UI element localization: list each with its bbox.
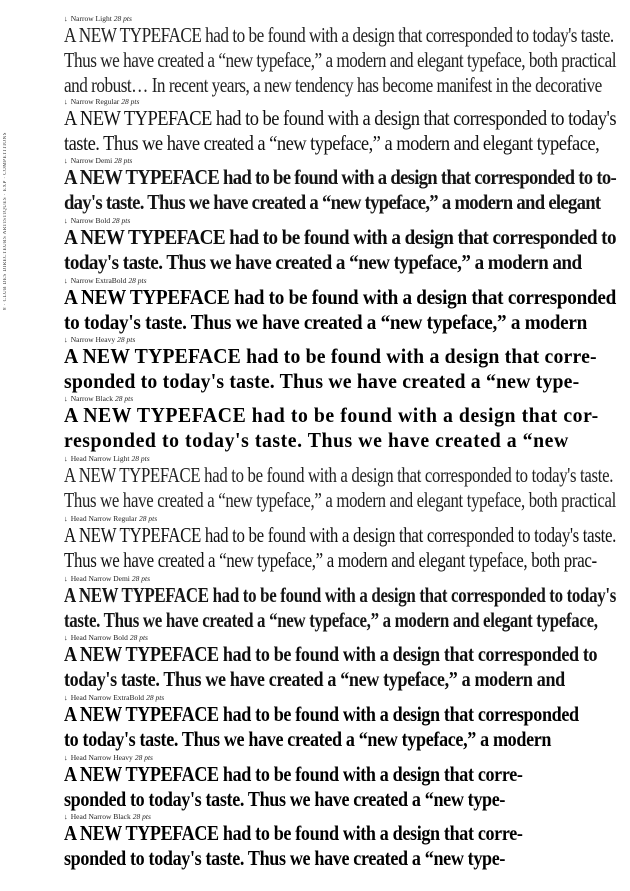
caption-size: 28 pts bbox=[131, 574, 151, 583]
specimen-text bbox=[64, 285, 616, 335]
specimen-caption bbox=[64, 276, 620, 285]
specimen-caption bbox=[64, 335, 620, 344]
specimen-caption bbox=[64, 514, 620, 523]
caption-name: Head Narrow Black bbox=[70, 812, 131, 821]
specimen-narrow-bold bbox=[64, 216, 620, 275]
text-line: A NEW TYPEFACE had to be found with a design that corresponded to today's bbox=[64, 106, 616, 130]
caption-name: Head Narrow Regular bbox=[70, 514, 137, 523]
arrow-down-icon: ↓ bbox=[64, 156, 68, 165]
caption-size: 28 pts bbox=[115, 394, 134, 403]
text-line: today's taste. Thus we have created a “new typeface,” a modern and bbox=[64, 250, 582, 274]
specimen-head-narrow-regular bbox=[64, 514, 620, 573]
text-line: Thus we have created a “new typeface,” a modern and elegant typeface, both practical bbox=[64, 488, 616, 512]
specimen-text bbox=[64, 23, 616, 98]
specimen-narrow-demi bbox=[64, 156, 620, 215]
lead-caps: A NEW TYPEFACE bbox=[64, 23, 202, 47]
caption-size: 28 pts bbox=[113, 14, 132, 23]
arrow-down-icon: ↓ bbox=[64, 97, 68, 106]
arrow-down-icon: ↓ bbox=[64, 14, 68, 23]
caption-name: Narrow Demi bbox=[70, 156, 113, 165]
lead-caps: A NEW TYPEFACE bbox=[64, 463, 201, 487]
caption-size: 28 pts bbox=[128, 276, 147, 285]
arrow-down-icon: ↓ bbox=[64, 276, 68, 285]
arrow-down-icon: ↓ bbox=[64, 812, 68, 821]
specimen-caption bbox=[64, 693, 620, 702]
lead-caps: A NEW TYPEFACE bbox=[64, 344, 242, 368]
caption-size: 28 pts bbox=[114, 156, 133, 165]
specimen-caption bbox=[64, 97, 620, 106]
text-line: A NEW TYPEFACE had to be found with a design that corresponded to to- bbox=[64, 165, 616, 189]
lead-caps: A NEW TYPEFACE bbox=[64, 642, 219, 666]
specimen-text bbox=[64, 642, 598, 692]
text-line: taste. Thus we have created a “new typeface,” a modern and elegant typeface, bbox=[64, 608, 598, 632]
lead-caps: A NEW TYPEFACE bbox=[64, 165, 220, 189]
specimen-caption bbox=[64, 633, 620, 642]
text-line: A NEW TYPEFACE had to be found with a design that corresponded to bbox=[64, 225, 617, 249]
side-label: 8 · CLUB DES DIRECTEURS ARTISTIQUES · EXP · COMPETITIONS bbox=[3, 132, 8, 310]
lead-caps: A NEW TYPEFACE bbox=[64, 583, 209, 607]
caption-size: 28 pts bbox=[132, 812, 151, 821]
text-line: A NEW TYPEFACE had to be found with a design that corresponded to today's taste. bbox=[64, 523, 616, 547]
caption-name: Head Narrow Light bbox=[70, 454, 130, 463]
specimen-head-narrow-demi bbox=[64, 574, 620, 633]
arrow-down-icon: ↓ bbox=[64, 394, 68, 403]
caption-size: 28 pts bbox=[146, 693, 165, 702]
arrow-down-icon: ↓ bbox=[64, 633, 68, 642]
specimen-caption bbox=[64, 14, 620, 23]
specimen-text bbox=[64, 821, 542, 871]
caption-size: 28 pts bbox=[129, 633, 148, 642]
lead-caps: A NEW TYPEFACE bbox=[64, 702, 219, 726]
specimen-head-narrow-extrabold bbox=[64, 693, 620, 752]
caption-size: 28 pts bbox=[117, 335, 136, 344]
caption-size: 28 pts bbox=[131, 454, 150, 463]
specimen-caption bbox=[64, 574, 620, 583]
specimen-caption bbox=[64, 753, 620, 762]
arrow-down-icon: ↓ bbox=[64, 514, 68, 523]
specimen-caption bbox=[64, 394, 620, 403]
specimen-narrow-light bbox=[64, 14, 620, 98]
caption-name: Head Narrow Heavy bbox=[70, 753, 133, 762]
specimen-caption bbox=[64, 812, 620, 821]
text-line: A NEW TYPEFACE had to be found with a design that corre- bbox=[64, 344, 597, 368]
specimen-text bbox=[64, 403, 599, 453]
caption-name: Narrow Bold bbox=[70, 216, 111, 225]
text-line: A NEW TYPEFACE had to be found with a design that corre- bbox=[64, 821, 523, 845]
specimen-text bbox=[64, 762, 542, 812]
text-line: taste. Thus we have created a “new typeface,” a modern and elegant typeface, bbox=[64, 131, 600, 155]
text-line: Thus we have created a “new typeface,” a modern and elegant typeface, both practical bbox=[64, 48, 616, 72]
text-line: A NEW TYPEFACE had to be found with a design that cor- bbox=[64, 403, 599, 427]
caption-name: Head Narrow ExtraBold bbox=[70, 693, 145, 702]
caption-name: Narrow Heavy bbox=[70, 335, 116, 344]
specimen-narrow-heavy bbox=[64, 335, 620, 394]
specimen-caption bbox=[64, 216, 620, 225]
text-line: A NEW TYPEFACE had to be found with a design that corresponded to today's taste. bbox=[64, 463, 614, 487]
specimen-head-narrow-bold bbox=[64, 633, 620, 692]
arrow-down-icon: ↓ bbox=[64, 454, 68, 463]
specimen-narrow-regular bbox=[64, 97, 620, 156]
specimen-text bbox=[64, 344, 597, 394]
lead-caps: A NEW TYPEFACE bbox=[64, 106, 212, 130]
specimen-text bbox=[64, 702, 579, 752]
caption-size: 28 pts bbox=[134, 753, 153, 762]
caption-name: Narrow ExtraBold bbox=[70, 276, 127, 285]
text-line: day's taste. Thus we have created a “new typeface,” a modern and elegant bbox=[64, 190, 601, 214]
text-line: and robust… In recent years, a new tendency has become manifest in the decorative bbox=[64, 73, 602, 97]
text-line: Thus we have created a “new typeface,” a modern and elegant typeface, both prac- bbox=[64, 548, 597, 572]
text-line: sponded to today's taste. Thus we have created a “new type- bbox=[64, 369, 580, 393]
text-line: A NEW TYPEFACE had to be found with a design that corresponded to today's taste. bbox=[64, 23, 614, 47]
arrow-down-icon: ↓ bbox=[64, 574, 68, 583]
specimen-text bbox=[64, 165, 616, 215]
arrow-down-icon: ↓ bbox=[64, 753, 68, 762]
specimen-head-narrow-black bbox=[64, 812, 620, 871]
text-line: A NEW TYPEFACE had to be found with a design that corresponded bbox=[64, 285, 616, 309]
lead-caps: A NEW TYPEFACE bbox=[64, 821, 219, 845]
lead-caps: A NEW TYPEFACE bbox=[64, 403, 247, 427]
specimen-narrow-extrabold bbox=[64, 276, 620, 335]
caption-size: 28 pts bbox=[121, 97, 140, 106]
lead-caps: A NEW TYPEFACE bbox=[64, 225, 226, 249]
text-line: A NEW TYPEFACE had to be found with a design that corresponded to bbox=[64, 642, 598, 666]
specimen-caption bbox=[64, 156, 620, 165]
lead-caps: A NEW TYPEFACE bbox=[64, 762, 219, 786]
specimen-caption bbox=[64, 454, 620, 463]
arrow-down-icon: ↓ bbox=[64, 693, 68, 702]
text-line: A NEW TYPEFACE had to be found with a design that corresponded to today's bbox=[64, 583, 616, 607]
specimen-head-narrow-light bbox=[64, 454, 620, 513]
text-line: responded to today's taste. Thus we have created a “new bbox=[64, 428, 569, 452]
specimen-text bbox=[64, 225, 617, 275]
caption-size: 28 pts bbox=[138, 514, 158, 523]
caption-name: Head Narrow Demi bbox=[70, 574, 130, 583]
specimen-text bbox=[64, 463, 616, 513]
text-line: to today's taste. Thus we have created a “new typeface,” a modern bbox=[64, 727, 552, 751]
lead-caps: A NEW TYPEFACE bbox=[64, 523, 201, 547]
caption-name: Head Narrow Bold bbox=[70, 633, 128, 642]
text-line: today's taste. Thus we have created a “new typeface,” a modern and bbox=[64, 667, 565, 691]
specimen-text bbox=[64, 106, 616, 156]
text-line: sponded to today's taste. Thus we have created a “new type- bbox=[64, 787, 506, 811]
specimen-narrow-black bbox=[64, 394, 620, 453]
caption-name: Narrow Light bbox=[70, 14, 112, 23]
specimen-text bbox=[64, 583, 616, 633]
lead-caps: A NEW TYPEFACE bbox=[64, 285, 230, 309]
specimen-text bbox=[64, 523, 616, 573]
arrow-down-icon: ↓ bbox=[64, 335, 68, 344]
text-line: sponded to today's taste. Thus we have created a “new type- bbox=[64, 846, 506, 870]
specimen-head-narrow-heavy bbox=[64, 753, 620, 812]
caption-size: 28 pts bbox=[112, 216, 131, 225]
caption-name: Narrow Black bbox=[70, 394, 114, 403]
text-line: to today's taste. Thus we have created a “new typeface,” a modern bbox=[64, 310, 587, 334]
text-line: A NEW TYPEFACE had to be found with a design that corresponded bbox=[64, 702, 579, 726]
text-line: A NEW TYPEFACE had to be found with a design that corre- bbox=[64, 762, 523, 786]
caption-name: Narrow Regular bbox=[70, 97, 120, 106]
arrow-down-icon: ↓ bbox=[64, 216, 68, 225]
